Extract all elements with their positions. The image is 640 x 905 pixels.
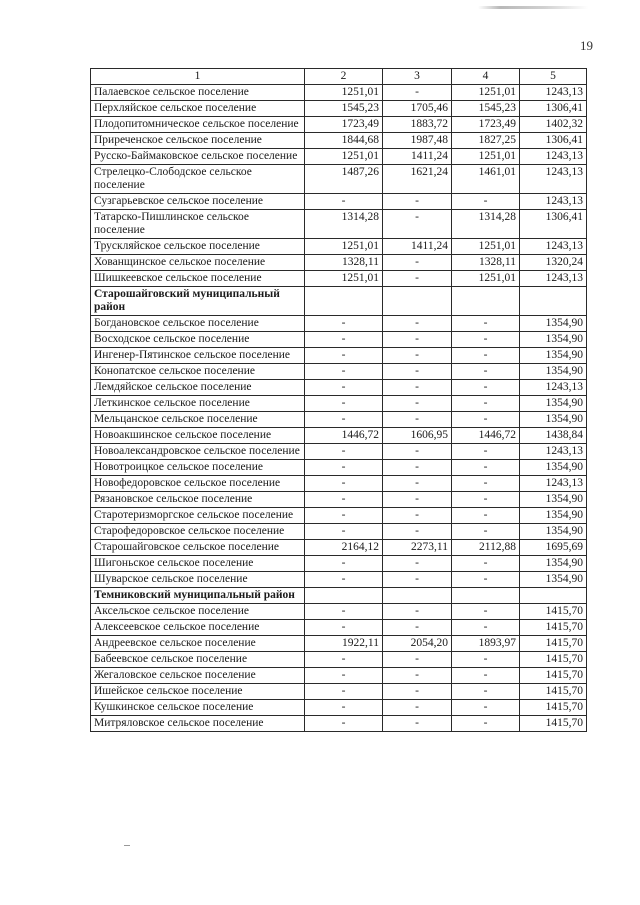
value-col-5: 1402,32 — [520, 117, 587, 133]
settlement-name: Кушкинское сельское поселение — [91, 700, 305, 716]
table-row — [91, 444, 587, 460]
value-col-2: - — [305, 604, 383, 620]
table-row — [91, 668, 587, 684]
settlement-name: Мельцанское сельское поселение — [91, 412, 305, 428]
settlement-name: Митряловское сельское поселение — [91, 716, 305, 732]
settlement-name: Андреевское сельское поселение — [91, 636, 305, 652]
value-col-4: 2112,88 — [452, 540, 520, 556]
district-name: Темниковский муниципальный район — [91, 588, 305, 604]
table-row — [91, 255, 587, 271]
value-col-5: 1354,90 — [520, 572, 587, 588]
settlement-name: Старошайговское сельское поселение — [91, 540, 305, 556]
value-col-4: - — [452, 444, 520, 460]
value-col-5: 1415,70 — [520, 700, 587, 716]
value-col-5: 1306,41 — [520, 101, 587, 117]
value-col-3: - — [383, 572, 452, 588]
table-row — [91, 380, 587, 396]
value-col-4: 1723,49 — [452, 117, 520, 133]
empty-cell — [520, 287, 587, 316]
value-col-3: 1987,48 — [383, 133, 452, 149]
value-col-2: - — [305, 716, 383, 732]
value-col-2: 1251,01 — [305, 149, 383, 165]
table-row — [91, 364, 587, 380]
table-row — [91, 716, 587, 732]
value-col-2: 1314,28 — [305, 210, 383, 239]
value-col-4: 1446,72 — [452, 428, 520, 444]
empty-cell — [452, 588, 520, 604]
value-col-5: 1243,13 — [520, 239, 587, 255]
settlement-name: Старотеризморгское сельское поселение — [91, 508, 305, 524]
value-col-4: - — [452, 716, 520, 732]
value-col-2: - — [305, 380, 383, 396]
value-col-4: - — [452, 556, 520, 572]
district-name: Старошайговский муниципальный район — [91, 287, 305, 316]
value-col-3: 1411,24 — [383, 149, 452, 165]
value-col-4: 1893,97 — [452, 636, 520, 652]
value-col-5: 1354,90 — [520, 492, 587, 508]
table-row — [91, 239, 587, 255]
value-col-3: - — [383, 316, 452, 332]
value-col-4: 1545,23 — [452, 101, 520, 117]
table-row — [91, 348, 587, 364]
value-col-3: - — [383, 364, 452, 380]
value-col-2: 1251,01 — [305, 239, 383, 255]
value-col-5: 1354,90 — [520, 364, 587, 380]
value-col-4: 1461,01 — [452, 165, 520, 194]
value-col-5: 1354,90 — [520, 348, 587, 364]
value-col-2: - — [305, 492, 383, 508]
settlement-name: Новоакшинское сельское поселение — [91, 428, 305, 444]
value-col-5: 1354,90 — [520, 556, 587, 572]
value-col-2: 1328,11 — [305, 255, 383, 271]
settlement-name: Палаевское сельское поселение — [91, 85, 305, 101]
value-col-4: - — [452, 652, 520, 668]
value-col-3: - — [383, 684, 452, 700]
value-col-2: 1446,72 — [305, 428, 383, 444]
value-col-3: - — [383, 396, 452, 412]
value-col-5: 1415,70 — [520, 668, 587, 684]
value-col-5: 1354,90 — [520, 460, 587, 476]
value-col-2: - — [305, 572, 383, 588]
value-col-5: 1438,84 — [520, 428, 587, 444]
value-col-3: 1705,46 — [383, 101, 452, 117]
value-col-3: - — [383, 85, 452, 101]
value-col-2: 1251,01 — [305, 85, 383, 101]
table-row — [91, 149, 587, 165]
value-col-3: - — [383, 444, 452, 460]
table-body — [91, 85, 587, 732]
settlement-name: Трускляйское сельское поселение — [91, 239, 305, 255]
table-row — [91, 700, 587, 716]
settlement-name: Ишейское сельское поселение — [91, 684, 305, 700]
table-row — [91, 636, 587, 652]
value-col-2: 2164,12 — [305, 540, 383, 556]
table-row — [91, 556, 587, 572]
value-col-3: 2054,20 — [383, 636, 452, 652]
value-col-5: 1354,90 — [520, 508, 587, 524]
value-col-4: - — [452, 508, 520, 524]
empty-cell — [305, 588, 383, 604]
table-row — [91, 652, 587, 668]
column-header-5: 5 — [520, 69, 587, 85]
value-col-3: - — [383, 210, 452, 239]
value-col-4: 1314,28 — [452, 210, 520, 239]
value-col-2: 1922,11 — [305, 636, 383, 652]
table-row — [91, 316, 587, 332]
empty-cell — [383, 588, 452, 604]
table-row — [91, 684, 587, 700]
settlement-name: Русско-Баймаковское сельское поселение — [91, 149, 305, 165]
value-col-4: - — [452, 364, 520, 380]
district-header-row — [91, 588, 587, 604]
settlement-name: Плодопитомническое сельское поселение — [91, 117, 305, 133]
settlement-name: Ингенер-Пятинское сельское поселение — [91, 348, 305, 364]
value-col-4: - — [452, 572, 520, 588]
page-number: 19 — [580, 38, 593, 53]
value-col-3: - — [383, 476, 452, 492]
table-row — [91, 165, 587, 194]
settlement-name: Татарско-Пишлинское сельское поселение — [91, 210, 305, 239]
value-col-3: - — [383, 604, 452, 620]
value-col-5: 1415,70 — [520, 652, 587, 668]
value-col-5: 1243,13 — [520, 444, 587, 460]
value-col-3: - — [383, 194, 452, 210]
settlement-name: Шигоньское сельское поселение — [91, 556, 305, 572]
empty-cell — [452, 287, 520, 316]
value-col-2: - — [305, 652, 383, 668]
table-row — [91, 540, 587, 556]
value-col-2: - — [305, 668, 383, 684]
empty-cell — [520, 588, 587, 604]
value-col-5: 1243,13 — [520, 476, 587, 492]
value-col-4: - — [452, 194, 520, 210]
settlement-name: Приреченское сельское поселение — [91, 133, 305, 149]
value-col-4: - — [452, 380, 520, 396]
value-col-4: - — [452, 460, 520, 476]
value-col-3: - — [383, 380, 452, 396]
value-col-4: - — [452, 476, 520, 492]
value-col-3: 1411,24 — [383, 239, 452, 255]
table-row — [91, 508, 587, 524]
settlement-name: Перхляйское сельское поселение — [91, 101, 305, 117]
table-row — [91, 428, 587, 444]
value-col-3: - — [383, 332, 452, 348]
value-col-5: 1320,24 — [520, 255, 587, 271]
value-col-2: - — [305, 364, 383, 380]
settlement-name: Алексеевское сельское поселение — [91, 620, 305, 636]
value-col-5: 1306,41 — [520, 210, 587, 239]
settlement-name: Жегаловское сельское поселение — [91, 668, 305, 684]
value-col-2: - — [305, 348, 383, 364]
settlement-name: Старофедоровское сельское поселение — [91, 524, 305, 540]
value-col-4: - — [452, 348, 520, 364]
column-header-2: 2 — [305, 69, 383, 85]
value-col-4: 1827,25 — [452, 133, 520, 149]
value-col-3: - — [383, 271, 452, 287]
value-col-4: 1251,01 — [452, 239, 520, 255]
value-col-5: 1243,13 — [520, 165, 587, 194]
settlement-name: Хованщинское сельское поселение — [91, 255, 305, 271]
value-col-5: 1243,13 — [520, 271, 587, 287]
table-row — [91, 572, 587, 588]
settlement-name: Сузгарьевское сельское поселение — [91, 194, 305, 210]
value-col-3: 1621,24 — [383, 165, 452, 194]
value-col-3: - — [383, 412, 452, 428]
empty-cell — [305, 287, 383, 316]
value-col-3: - — [383, 700, 452, 716]
value-col-3: - — [383, 508, 452, 524]
value-col-3: - — [383, 492, 452, 508]
value-col-5: 1354,90 — [520, 316, 587, 332]
settlement-name: Новофедоровское сельское поселение — [91, 476, 305, 492]
value-col-2: - — [305, 332, 383, 348]
value-col-5: 1243,13 — [520, 85, 587, 101]
value-col-4: - — [452, 316, 520, 332]
value-col-2: - — [305, 620, 383, 636]
empty-cell — [383, 287, 452, 316]
settlement-name: Шишкеевское сельское поселение — [91, 271, 305, 287]
settlement-name: Рязановское сельское поселение — [91, 492, 305, 508]
value-col-2: 1251,01 — [305, 271, 383, 287]
value-col-3: - — [383, 348, 452, 364]
settlement-name: Леткинское сельское поселение — [91, 396, 305, 412]
value-col-5: 1415,70 — [520, 604, 587, 620]
table-row — [91, 117, 587, 133]
value-col-3: - — [383, 460, 452, 476]
value-col-3: 1883,72 — [383, 117, 452, 133]
value-col-5: 1354,90 — [520, 332, 587, 348]
value-col-5: 1354,90 — [520, 524, 587, 540]
value-col-5: 1243,13 — [520, 194, 587, 210]
table-row — [91, 271, 587, 287]
value-col-4: - — [452, 492, 520, 508]
scan-dot — [124, 845, 130, 846]
settlement-name: Аксельское сельское поселение — [91, 604, 305, 620]
value-col-3: - — [383, 620, 452, 636]
value-col-2: - — [305, 700, 383, 716]
value-col-2: - — [305, 524, 383, 540]
value-col-2: - — [305, 316, 383, 332]
table-row — [91, 620, 587, 636]
value-col-4: 1251,01 — [452, 85, 520, 101]
settlement-name: Стрелецко-Слободское сельское поселение — [91, 165, 305, 194]
value-col-3: - — [383, 716, 452, 732]
district-header-row — [91, 287, 587, 316]
table-row — [91, 460, 587, 476]
table-row — [91, 194, 587, 210]
table-row — [91, 332, 587, 348]
value-col-2: 1545,23 — [305, 101, 383, 117]
value-col-2: - — [305, 412, 383, 428]
settlement-name: Богдановское сельское поселение — [91, 316, 305, 332]
value-col-5: 1415,70 — [520, 684, 587, 700]
value-col-3: 1606,95 — [383, 428, 452, 444]
tariff-table — [90, 68, 587, 732]
value-col-5: 1354,90 — [520, 396, 587, 412]
settlement-name: Новотроицкое сельское поселение — [91, 460, 305, 476]
value-col-4: 1251,01 — [452, 149, 520, 165]
settlement-name: Шуварское сельское поселение — [91, 572, 305, 588]
value-col-5: 1243,13 — [520, 149, 587, 165]
value-col-5: 1415,70 — [520, 636, 587, 652]
value-col-5: 1354,90 — [520, 412, 587, 428]
value-col-4: - — [452, 332, 520, 348]
table-row — [91, 524, 587, 540]
table-row — [91, 101, 587, 117]
value-col-2: - — [305, 508, 383, 524]
value-col-2: - — [305, 194, 383, 210]
settlement-name: Восходское сельское поселение — [91, 332, 305, 348]
table-row — [91, 492, 587, 508]
value-col-4: - — [452, 524, 520, 540]
settlement-name: Бабеевское сельское поселение — [91, 652, 305, 668]
value-col-3: - — [383, 556, 452, 572]
table-row — [91, 85, 587, 101]
column-header-4: 4 — [452, 69, 520, 85]
column-header-3: 3 — [383, 69, 452, 85]
value-col-2: - — [305, 684, 383, 700]
value-col-2: 1487,26 — [305, 165, 383, 194]
value-col-2: - — [305, 396, 383, 412]
table-row — [91, 412, 587, 428]
table-row — [91, 396, 587, 412]
value-col-3: - — [383, 524, 452, 540]
table-row — [91, 476, 587, 492]
value-col-2: - — [305, 444, 383, 460]
table-header-row — [91, 69, 587, 85]
value-col-2: - — [305, 556, 383, 572]
value-col-3: 2273,11 — [383, 540, 452, 556]
value-col-2: 1723,49 — [305, 117, 383, 133]
value-col-5: 1415,70 — [520, 716, 587, 732]
value-col-4: 1328,11 — [452, 255, 520, 271]
column-header-1: 1 — [91, 69, 305, 85]
table-row — [91, 604, 587, 620]
value-col-2: - — [305, 460, 383, 476]
value-col-4: - — [452, 700, 520, 716]
table-row — [91, 133, 587, 149]
settlement-name: Конопатское сельское поселение — [91, 364, 305, 380]
scan-artifact — [478, 6, 588, 9]
settlement-name: Лемдяйское сельское поселение — [91, 380, 305, 396]
value-col-3: - — [383, 652, 452, 668]
value-col-5: 1306,41 — [520, 133, 587, 149]
value-col-4: - — [452, 684, 520, 700]
value-col-4: - — [452, 620, 520, 636]
settlement-name: Новоалександровское сельское поселение — [91, 444, 305, 460]
value-col-4: - — [452, 412, 520, 428]
value-col-4: - — [452, 668, 520, 684]
value-col-3: - — [383, 668, 452, 684]
value-col-5: 1695,69 — [520, 540, 587, 556]
value-col-5: 1243,13 — [520, 380, 587, 396]
value-col-4: - — [452, 604, 520, 620]
value-col-4: - — [452, 396, 520, 412]
value-col-4: 1251,01 — [452, 271, 520, 287]
value-col-2: - — [305, 476, 383, 492]
value-col-5: 1415,70 — [520, 620, 587, 636]
value-col-3: - — [383, 255, 452, 271]
table-row — [91, 210, 587, 239]
value-col-2: 1844,68 — [305, 133, 383, 149]
